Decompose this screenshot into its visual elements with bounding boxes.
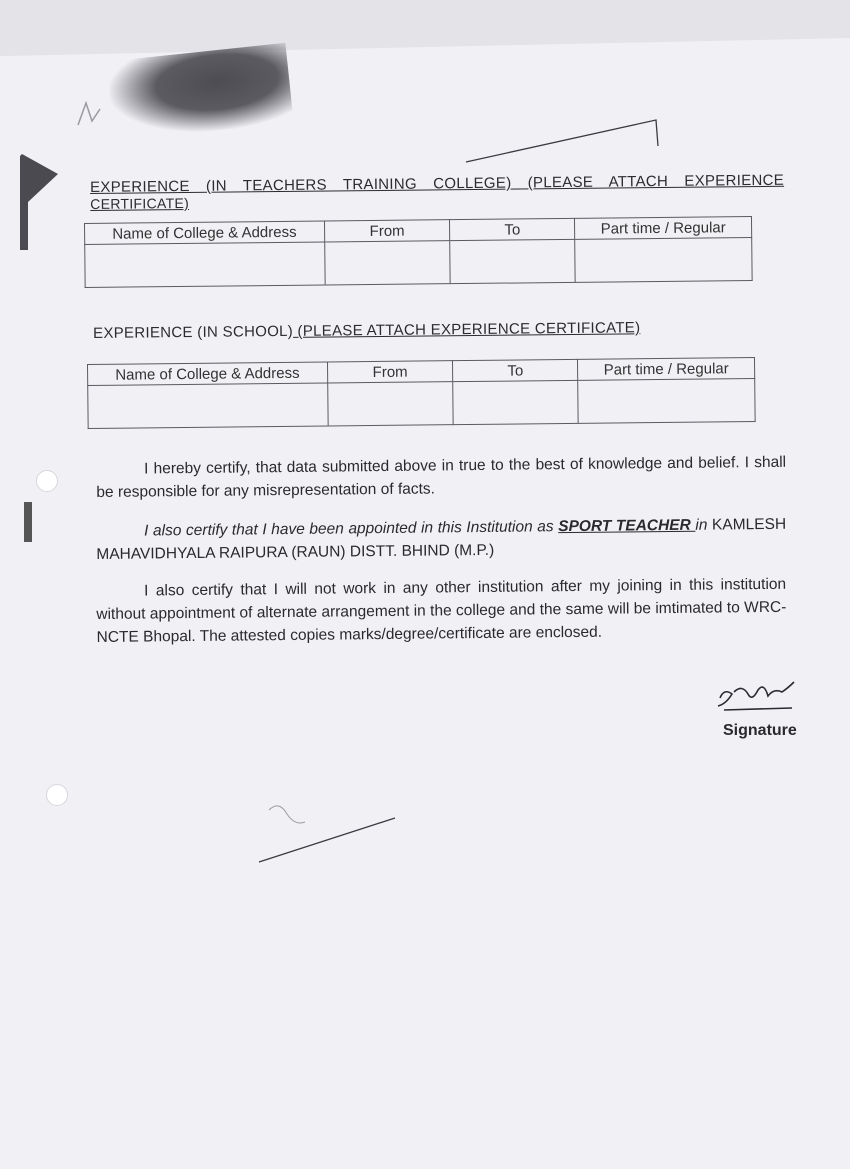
col-name-address: Name of College & Address [85, 221, 325, 245]
col-from: From [327, 361, 453, 383]
col-name-address: Name of College & Address [88, 362, 328, 386]
declaration-paragraph-3 [96, 573, 787, 649]
punch-hole [46, 784, 68, 806]
table-cell [85, 242, 325, 288]
section-school-title-note: (PLEASE ATTACH EXPERIENCE CERTIFICATE) [292, 319, 641, 340]
section-college-title-line2: CERTIFICATE) [90, 194, 190, 212]
scan-speck [70, 95, 110, 135]
declaration-text-3: I also certify that I will not work in any other institution after my joining in this institution without appointment of alternate arrangement in the college and the same will be imtimated to WRC-NCTE Bhopal. The attested copies marks/degree/certificate are enclosed. [96, 575, 787, 646]
declaration-text-1: I hereby certify, that data submitted above in true to the best of knowledge and belief. I shall be responsible for any misrepresentation of facts. [96, 453, 787, 501]
scan-edge-bar [24, 502, 32, 542]
table-cell [450, 239, 575, 283]
handwritten-signature [712, 674, 802, 716]
col-to: To [450, 218, 575, 240]
pen-stroke [460, 110, 670, 170]
table-cell [324, 241, 450, 285]
scan-edge-mark [18, 150, 66, 260]
table-cell [578, 379, 755, 424]
declaration-text-2-lead: I also certify that I have been appointed in this Institution as [144, 518, 559, 540]
col-from: From [324, 220, 450, 242]
col-to: To [453, 359, 578, 381]
table-cell [88, 383, 328, 429]
table-cell [453, 380, 578, 424]
col-part-time-regular: Part time / Regular [575, 217, 752, 240]
declaration-paragraph-1 [96, 451, 786, 504]
pen-stroke [255, 800, 405, 870]
punch-hole [36, 470, 58, 492]
section-college-title-line1: EXPERIENCE (IN TEACHERS TRAINING COLLEGE) (PLEASE ATTACH EXPERIENCE [89, 171, 785, 196]
signature-label: Signature [723, 722, 797, 739]
table-cell [327, 382, 453, 426]
college-experience-table [84, 216, 753, 288]
table-cell [575, 238, 752, 283]
institution-name: KAMLESH MAHAVIDHYALA RAIPURA (RAUN) DISTT. BHIND (M.P.) [96, 515, 787, 563]
school-experience-table [87, 357, 756, 429]
post-name: SPORT TEACHER [558, 516, 696, 536]
col-part-time-regular: Part time / Regular [578, 358, 755, 381]
section-school-title-plain: EXPERIENCE (IN SCHOOL) [93, 322, 294, 342]
declaration-paragraph-2 [96, 513, 786, 566]
declaration-text-2-in: in [695, 516, 713, 534]
